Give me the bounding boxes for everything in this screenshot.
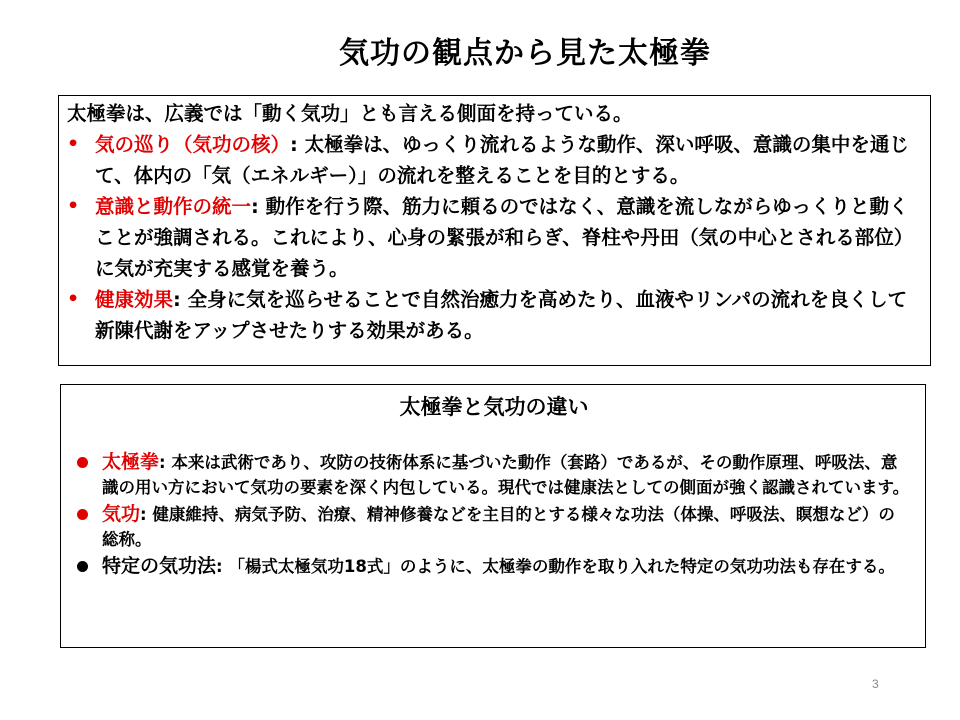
item-text: : 健康維持、病気予防、治療、精神修養などを主目的とする様々な功法（体操、呼吸法、瞑想など）の総称。 [102, 505, 895, 549]
bullet-dot-icon [77, 509, 88, 520]
item-label: 健康効果 [95, 288, 174, 311]
item-text: : 太極拳は、ゆっくり流れるような動作、深い呼吸、意識の集中を通じて、体内の「気（エネルギー）」の流れを整えることを目的とする。 [95, 133, 909, 187]
comparison-box [60, 384, 926, 648]
page-number: 3 [872, 677, 879, 691]
list-item [67, 191, 918, 284]
item-text: : 全身に気を巡らせることで自然治癒力を高めたり、血液やリンパの流れを良くして新陳代謝をアップさせたりする効果がある。 [95, 288, 908, 342]
comparison-heading: 太極拳と気功の違い [399, 395, 589, 419]
item-text: : 動作を行う際、筋力に頼るのではなく、意識を流しながらゆっくりと動くことが強調される。これにより、心身の緊張が和らぎ、脊柱や丹田（気の中心とされる部位）に気が充実する感覚を養う。 [95, 195, 914, 280]
overview-list [67, 129, 918, 346]
bullet-icon: • [67, 195, 80, 217]
list-item [77, 450, 911, 500]
overview-box [58, 95, 931, 366]
overview-intro: 太極拳は、広義では「動く気功」とも言える側面を持っている。 [67, 102, 633, 125]
list-item [67, 129, 918, 191]
bullet-dot-icon [77, 561, 88, 572]
item-label: 気功 [102, 503, 141, 525]
item-label: 特定の気功法 [102, 555, 217, 577]
bullet-dot-icon [77, 457, 88, 468]
list-item [77, 554, 911, 579]
comparison-list [77, 450, 911, 579]
item-label: 意識と動作の統一 [95, 195, 252, 218]
list-item [77, 502, 911, 552]
item-text: : 本来は武術であり、攻防の技術体系に基づいた動作（套路）であるが、その動作原理、呼吸法、意識の用い方において気功の要素を深く内包している。現代では健康法としての側面が強く認識されています。 [102, 453, 910, 497]
item-text: : 「楊式太極気功18式」のように、太極拳の動作を取り入れた特定の気功功法も存在する。 [216, 557, 895, 576]
bullet-icon: • [67, 288, 80, 310]
slide-title: 気功の観点から見た太極拳 [339, 36, 711, 71]
list-item [67, 284, 918, 346]
item-label: 気の巡り（気功の核） [95, 133, 291, 156]
bullet-icon: • [67, 133, 80, 155]
item-label: 太極拳 [102, 451, 160, 473]
